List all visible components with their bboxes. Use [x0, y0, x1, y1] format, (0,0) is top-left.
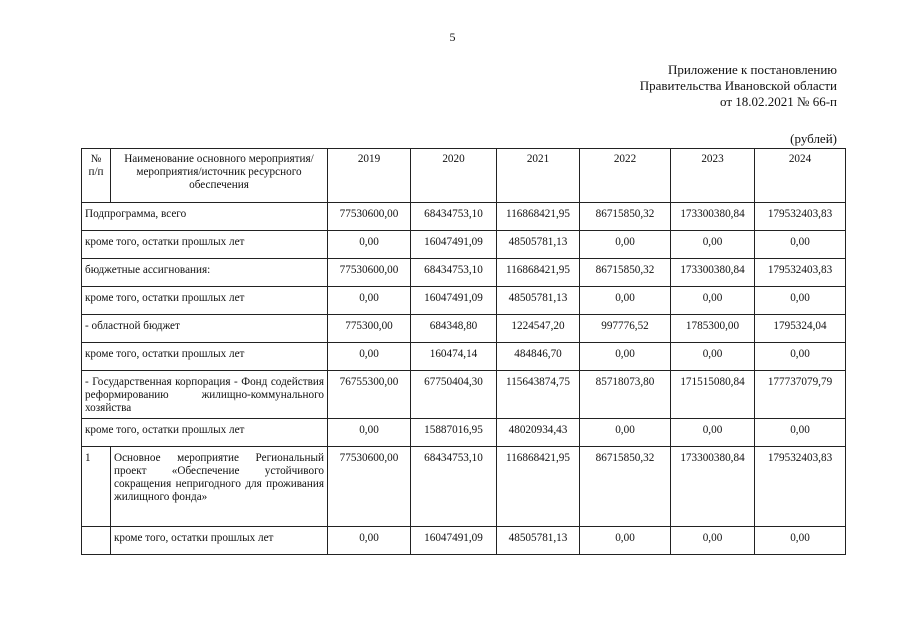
- value-cell: 1224547,20: [497, 315, 580, 343]
- value-cell: 0,00: [755, 287, 846, 315]
- header-year: 2019: [328, 149, 411, 203]
- value-cell: 116868421,95: [497, 203, 580, 231]
- row-name: Подпрограмма, всего: [82, 203, 328, 231]
- value-cell: 179532403,83: [755, 259, 846, 287]
- value-cell: 0,00: [328, 287, 411, 315]
- row-name: кроме того, остатки прошлых лет: [111, 527, 328, 555]
- value-cell: 77530600,00: [328, 203, 411, 231]
- value-cell: 0,00: [755, 527, 846, 555]
- table-row: [82, 287, 846, 315]
- value-cell: 0,00: [580, 419, 671, 447]
- header-row: [82, 149, 846, 203]
- value-cell: 173300380,84: [671, 447, 755, 527]
- value-cell: 0,00: [328, 419, 411, 447]
- header-year: 2020: [411, 149, 497, 203]
- value-cell: 179532403,83: [755, 203, 846, 231]
- value-cell: 85718073,80: [580, 371, 671, 419]
- value-cell: 684348,80: [411, 315, 497, 343]
- value-cell: 0,00: [328, 527, 411, 555]
- value-cell: 0,00: [580, 287, 671, 315]
- value-cell: 16047491,09: [411, 527, 497, 555]
- table-row: [82, 203, 846, 231]
- value-cell: 68434753,10: [411, 259, 497, 287]
- value-cell: 0,00: [755, 231, 846, 259]
- appendix-header: [640, 62, 837, 110]
- table-row: [82, 259, 846, 287]
- row-name: Основное мероприятие Региональный проект «Обеспечение устойчивого сокращения непригодного для проживания жилищного фонда»: [111, 447, 328, 527]
- table-row: [82, 371, 846, 419]
- value-cell: 0,00: [580, 231, 671, 259]
- value-cell: 48505781,13: [497, 231, 580, 259]
- value-cell: 0,00: [671, 343, 755, 371]
- table-row: [82, 343, 846, 371]
- value-cell: 68434753,10: [411, 203, 497, 231]
- value-cell: 173300380,84: [671, 203, 755, 231]
- table-row: [82, 315, 846, 343]
- value-cell: 115643874,75: [497, 371, 580, 419]
- value-cell: 15887016,95: [411, 419, 497, 447]
- page-number: 5: [449, 30, 456, 44]
- value-cell: 116868421,95: [497, 259, 580, 287]
- header-number: № п/п: [82, 149, 111, 203]
- appendix-line-1: Приложение к постановлению: [667, 62, 837, 77]
- row-name: кроме того, остатки прошлых лет: [82, 343, 328, 371]
- row-name: кроме того, остатки прошлых лет: [82, 419, 328, 447]
- value-cell: 484846,70: [497, 343, 580, 371]
- row-name: кроме того, остатки прошлых лет: [82, 287, 328, 315]
- table-row: [82, 527, 846, 555]
- value-cell: 775300,00: [328, 315, 411, 343]
- value-cell: 0,00: [671, 231, 755, 259]
- units-label: (рублей): [790, 131, 837, 146]
- value-cell: 1785300,00: [671, 315, 755, 343]
- row-number: 1: [82, 447, 111, 527]
- value-cell: 86715850,32: [580, 203, 671, 231]
- header-year: 2021: [497, 149, 580, 203]
- value-cell: 0,00: [755, 343, 846, 371]
- value-cell: 67750404,30: [411, 371, 497, 419]
- appendix-line-2: Правительства Ивановской области: [639, 78, 837, 93]
- value-cell: 77530600,00: [328, 259, 411, 287]
- value-cell: 160474,14: [411, 343, 497, 371]
- value-cell: 0,00: [328, 231, 411, 259]
- value-cell: 997776,52: [580, 315, 671, 343]
- value-cell: 0,00: [671, 527, 755, 555]
- header-year: 2023: [671, 149, 755, 203]
- row-name: кроме того, остатки прошлых лет: [82, 231, 328, 259]
- value-cell: 0,00: [580, 527, 671, 555]
- value-cell: 0,00: [671, 419, 755, 447]
- header-year: 2024: [755, 149, 846, 203]
- value-cell: 173300380,84: [671, 259, 755, 287]
- value-cell: 86715850,32: [580, 447, 671, 527]
- value-cell: 16047491,09: [411, 231, 497, 259]
- value-cell: 76755300,00: [328, 371, 411, 419]
- value-cell: 0,00: [580, 343, 671, 371]
- appendix-line-3: от 18.02.2021 № 66-п: [720, 94, 837, 109]
- value-cell: 0,00: [328, 343, 411, 371]
- header-name: Наименование основного мероприятия/мероприятия/источник ресурсного обеспечения: [111, 149, 328, 203]
- funding-table: [81, 148, 846, 555]
- row-name: бюджетные ассигнования:: [82, 259, 328, 287]
- value-cell: 48020934,43: [497, 419, 580, 447]
- value-cell: 1795324,04: [755, 315, 846, 343]
- value-cell: 48505781,13: [497, 527, 580, 555]
- row-name: - областной бюджет: [82, 315, 328, 343]
- table-row: [82, 447, 846, 527]
- value-cell: 68434753,10: [411, 447, 497, 527]
- table-row: [82, 231, 846, 259]
- table-row: [82, 419, 846, 447]
- value-cell: 86715850,32: [580, 259, 671, 287]
- value-cell: 77530600,00: [328, 447, 411, 527]
- value-cell: 171515080,84: [671, 371, 755, 419]
- value-cell: 16047491,09: [411, 287, 497, 315]
- value-cell: 48505781,13: [497, 287, 580, 315]
- row-number: [82, 527, 111, 555]
- value-cell: 177737079,79: [755, 371, 846, 419]
- row-name: - Государственная корпорация - Фонд содействия реформированию жилищно-коммунального хозяйства: [82, 371, 328, 419]
- value-cell: 0,00: [671, 287, 755, 315]
- value-cell: 116868421,95: [497, 447, 580, 527]
- value-cell: 0,00: [755, 419, 846, 447]
- value-cell: 179532403,83: [755, 447, 846, 527]
- header-year: 2022: [580, 149, 671, 203]
